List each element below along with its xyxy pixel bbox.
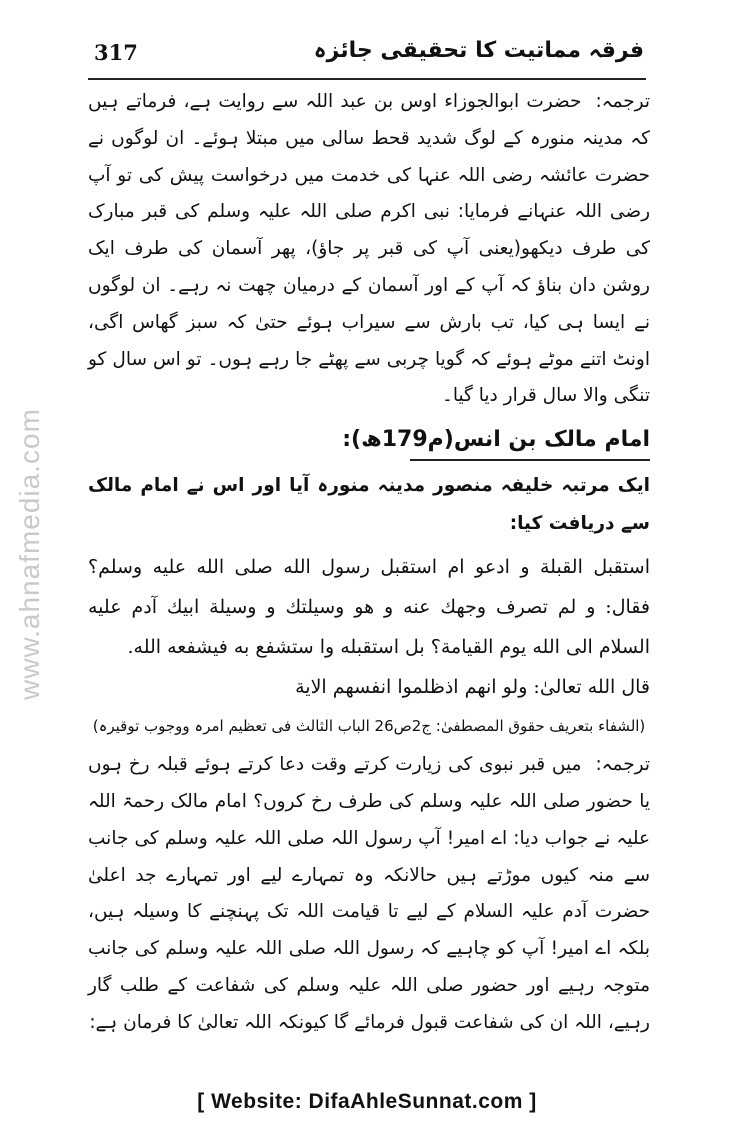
arabic-quote: [88, 547, 650, 707]
translation-paragraph-1: [88, 84, 650, 415]
website-watermark: www.ahnafmedia.com: [14, 408, 45, 700]
quran-verse: قال الله تعالیٰ: ولو انهم اذظلموا انفسهم الایة: [295, 676, 650, 699]
source-reference: (الشفاء بتعریف حقوق المصطفیٰ: ج2ص26 الباب الثالث فی تعظیم امرہ ووجوب توقیرہ): [92, 717, 646, 736]
book-title: فرقہ مماتیت کا تحقیقی جائزہ: [313, 38, 644, 63]
page-body: [88, 84, 650, 1042]
translation-label: ترجمہ:: [595, 91, 650, 112]
heading-underline: [410, 459, 650, 461]
page-number: 317: [94, 40, 138, 65]
translation-text: حضرت ابوالجوزاء اوس بن عبد اللہ سے روایت ہے، فرماتے ہیں کہ مدینہ منورہ کے لوگ شدید قحط سالی میں مبتلا ہوئے۔ ان لوگوں نے حضرت عائشہ رضی اللہ عنہا کی خدمت میں درخواست پیش کی تو آپ رضی اللہ عنہانے فرمایا: نبی اکرم صلی اللہ علیہ وسلم کی قبر مبارک کی طرف دیکھو(یعنی آپ کی قبر پر جاؤ)، پھر آسمان کی طرف ایک روشن دان بناؤ کہ آپ کے اور آسمان کے درمیان چھت نہ رہے۔ ان لوگوں نے ایسا ہی کیا، تب بارش سے سیراب ہوئے حتیٰ کہ سبز گھاس اگی، اونٹ اتنے موٹے ہوئے کہ گویا چربی سے پھٹے جا رہے ہوں۔ تو اس سال کو تنگی والا سال قرار دیا گیا۔: [88, 91, 650, 407]
section-heading: امام مالک بن انس(م179ھ):: [342, 427, 650, 453]
translation-label: ترجمہ:: [595, 754, 650, 776]
arabic-text: استقبل القبلة و ادعو ام استقبل رسول الله صلی الله علیه وسلم؟ فقال: و لم تصرف وجهك عنه و هو وسیلتك و وسیلة ابیك آدم علیه السلام الی الله یوم القیامة؟ بل استقبله وا ستشفع به فیشفعه الله.: [88, 556, 650, 659]
website-footer: [ Website: DifaAhleSunnat.com ]: [197, 1090, 537, 1113]
section-intro: ایک مرتبہ خلیفہ منصور مدینہ منورہ آیا اور اس نے امام مالک سے دریافت کیا:: [88, 475, 650, 535]
translation-text: میں قبر نبوی کی زیارت کرتے وقت دعا کرتے ہوئے قبلہ رخ ہوں یا حضور صلی اللہ علیہ وسلم کی طرف رخ کروں؟ امام مالک رحمۃ اللہ علیہ نے جواب دیا: اے امیر! آپ رسول اللہ صلی اللہ علیہ وسلم کی جانب سے منہ کیوں موڑتے ہیں حالانکہ وہ تمہارے لیے اور تمہارے جد اعلیٰ حضرت آدم علیہ السلام کے لیے تا قیامت اللہ تک پہنچنے کا وسیلہ ہیں، بلکہ اے امیر! آپ کو چاہیے کہ رسول اللہ صلی اللہ علیہ وسلم کی جانب متوجہ رہیے اور حضور صلی اللہ علیہ وسلم کی شفاعت کے طلب گار رہیے، اللہ ان کی شفاعت قبول فرمائے گا کیونکہ اللہ تعالیٰ کا فرمان ہے:: [88, 754, 650, 1033]
page-header: [88, 36, 646, 80]
translation-paragraph-2: [88, 747, 650, 1041]
